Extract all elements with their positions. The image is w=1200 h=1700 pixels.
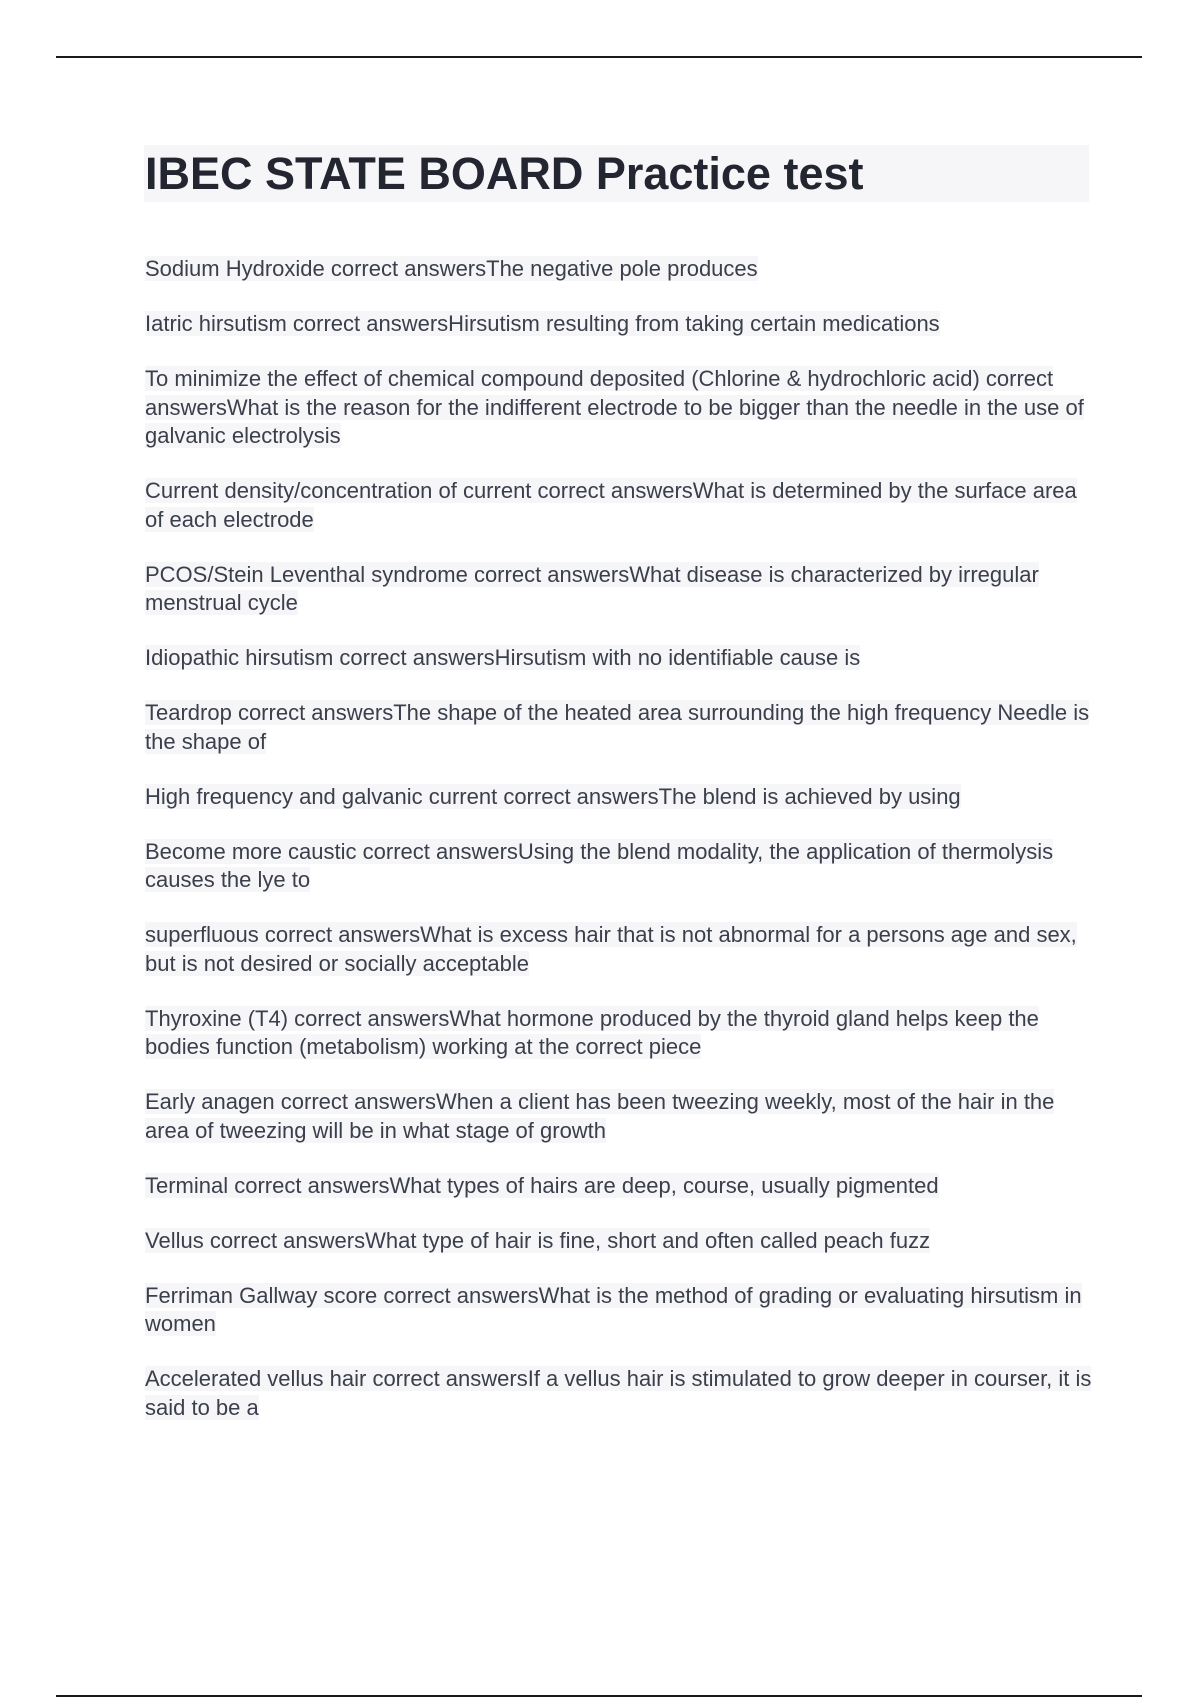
qa-item (145, 255, 1095, 284)
qa-list (145, 255, 1095, 1449)
qa-item (145, 1365, 1095, 1422)
qa-item (145, 1088, 1095, 1145)
qa-text: Ferriman Gallway score correct answersWhat is the method of grading or evaluating hirsutism in women (145, 1282, 1082, 1336)
qa-text: Terminal correct answersWhat types of hairs are deep, course, usually pigmented (145, 1172, 939, 1198)
top-rule (56, 56, 1142, 58)
qa-item (145, 1005, 1095, 1062)
bottom-rule (56, 1695, 1142, 1697)
qa-text: Become more caustic correct answersUsing the blend modality, the application of thermolysis causes the lye to (145, 838, 1054, 892)
qa-text: PCOS/Stein Leventhal syndrome correct answersWhat disease is characterized by irregular menstrual cycle (145, 561, 1039, 615)
qa-item (145, 838, 1095, 895)
qa-item (145, 477, 1095, 534)
qa-text: Thyroxine (T4) correct answersWhat hormone produced by the thyroid gland helps keep the bodies function (metabolism) working at the correct piece (145, 1005, 1039, 1059)
qa-item (145, 561, 1095, 618)
qa-item (145, 783, 1095, 812)
qa-text: Current density/concentration of current correct answersWhat is determined by the surface area of each electrode (145, 478, 1077, 532)
qa-item (145, 310, 1095, 339)
qa-text: Accelerated vellus hair correct answersIf a vellus hair is stimulated to grow deeper in courser, it is said to be a (145, 1366, 1092, 1420)
page-title: IBEC STATE BOARD Practice test (145, 148, 864, 199)
qa-text: superfluous correct answersWhat is excess hair that is not abnormal for a persons age and sex, but is not desired or socially acceptable (145, 922, 1077, 976)
qa-item (145, 1227, 1095, 1256)
qa-item (145, 365, 1095, 451)
qa-item (145, 644, 1095, 673)
qa-text: Iatric hirsutism correct answersHirsutism resulting from taking certain medications (145, 311, 940, 336)
qa-text: To minimize the effect of chemical compound deposited (Chlorine & hydrochloric acid) correct answersWhat is the reason for the indifferent electrode to be bigger than the needle in the use of galvanic electrolysis (145, 366, 1084, 448)
qa-text: High frequency and galvanic current correct answersThe blend is achieved by using (145, 783, 961, 809)
qa-item (145, 1282, 1095, 1339)
qa-text: Vellus correct answersWhat type of hair is fine, short and often called peach fuzz (145, 1227, 931, 1253)
qa-text: Sodium Hydroxide correct answersThe negative pole produces (145, 256, 758, 281)
qa-item (145, 921, 1095, 978)
qa-text: Idiopathic hirsutism correct answersHirsutism with no identifiable cause is (145, 645, 861, 670)
qa-text: Early anagen correct answersWhen a client has been tweezing weekly, most of the hair in the area of tweezing will be in what stage of growth (145, 1089, 1055, 1143)
qa-item (145, 699, 1095, 756)
qa-text: Teardrop correct answersThe shape of the heated area surrounding the high frequency Needle is the shape of (145, 700, 1090, 754)
qa-item (145, 1172, 1095, 1201)
title-block (144, 145, 1089, 202)
